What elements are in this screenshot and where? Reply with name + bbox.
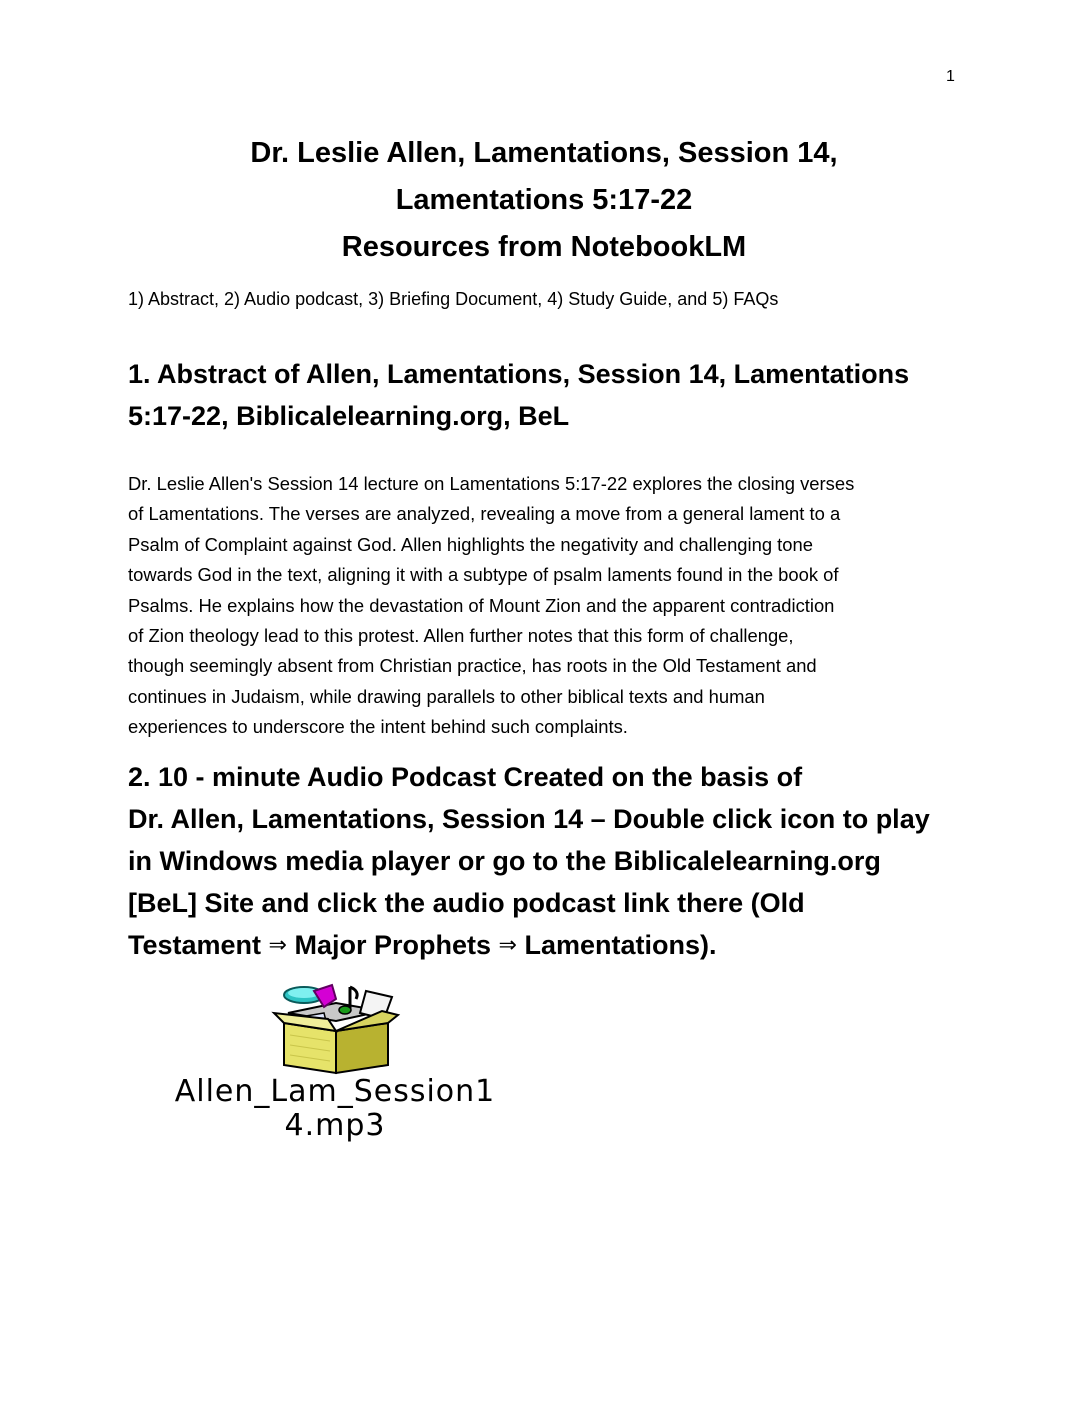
podcast-heading-line: in Windows media player or go to the Biblicalelearning.org [128,846,881,876]
resource-list: 1) Abstract, 2) Audio podcast, 3) Briefing Document, 4) Study Guide, and 5) FAQs [128,289,779,309]
attachment-filename[interactable] [120,1075,550,1143]
abstract-heading-line: 1. Abstract of Allen, Lamentations, Session 14, Lamentations [128,359,910,389]
abstract-line: of Lamentations. The verses are analyzed, revealing a move from a general lament to a [128,503,841,525]
podcast-heading-line: [BeL] Site and click the audio podcast link there (Old [128,888,805,918]
arrow-right-icon: ⇒ [268,932,287,957]
podcast-heading-line: Dr. Allen, Lamentations, Session 14 – Double click icon to play [128,804,930,834]
abstract-line: experiences to underscore the intent behind such complaints. [128,716,628,738]
abstract-body [128,469,960,743]
filename-line: 4.mp3 [284,1108,386,1143]
filename-line: Allen_Lam_Session1 [174,1074,496,1109]
document-title [0,130,1088,271]
abstract-line: continues in Judaism, while drawing parallels to other biblical texts and human [128,685,765,707]
title-line-1: Dr. Leslie Allen, Lamentations, Session 14, [250,137,838,169]
arrow-right-icon: ⇒ [498,932,517,957]
abstract-line: Dr. Leslie Allen's Session 14 lecture on Lamentations 5:17-22 explores the closing verses [128,473,855,494]
podcast-heading-line: 2. 10 - minute Audio Podcast Created on the basis of [128,762,803,792]
abstract-line: though seemingly absent from Christian practice, has roots in the Old Testament and [128,655,817,677]
abstract-heading-line: 5:17-22, Biblicalelearning.org, BeL [128,401,570,431]
abstract-line: Psalm of Complaint against God. Allen highlights the negativity and challenging tone [128,533,813,555]
podcast-text-part: Major Prophets [286,930,499,960]
abstract-line: Psalms. He explains how the devastation of Mount Zion and the apparent contradiction [128,594,835,616]
abstract-heading [128,353,968,437]
abstract-line: towards God in the text, aligning it with a subtype of psalm laments found in the book of [128,564,839,586]
podcast-heading [128,756,968,968]
podcast-text-part: Lamentations). [516,930,717,960]
page-number: 1 [946,68,955,85]
podcast-heading-line [128,924,968,968]
title-line-3: Resources from NotebookLM [341,231,747,263]
title-line-2: Lamentations 5:17-22 [395,184,693,216]
abstract-line: of Zion theology lead to this protest. Allen further notes that this form of challenge, [128,625,794,647]
package-icon[interactable] [270,983,402,1075]
podcast-text-part: Testament [128,930,269,960]
